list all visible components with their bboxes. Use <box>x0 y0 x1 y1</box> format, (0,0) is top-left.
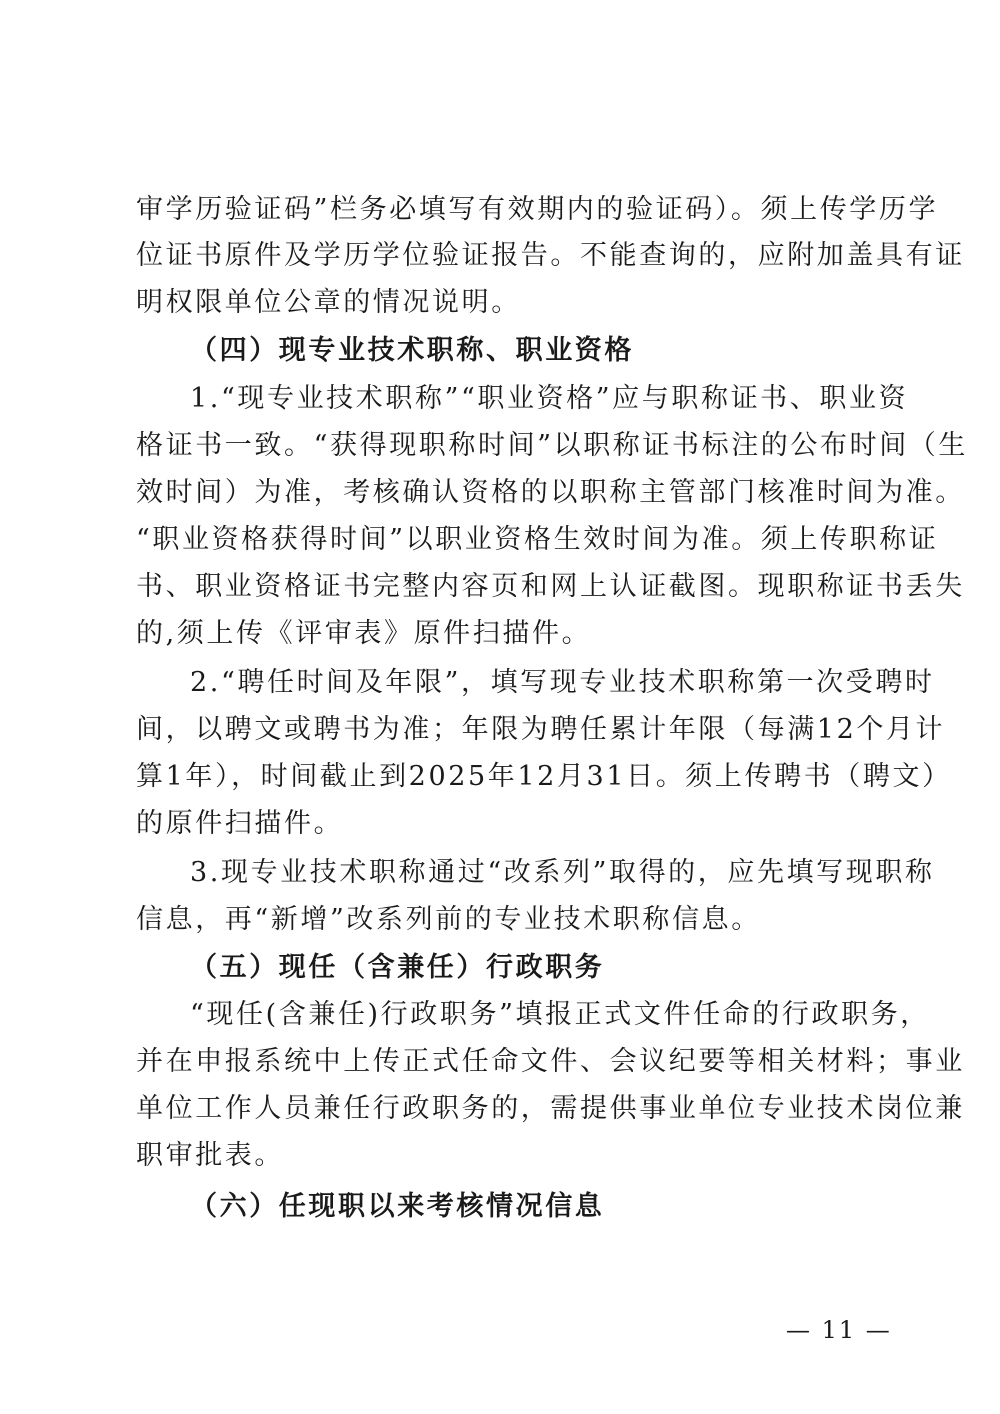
section-heading-4: （四）现专业技术职称、职业资格 <box>190 335 634 366</box>
page-number: — 11 — <box>786 1316 892 1344</box>
body-text-line: 信息，再“新增”改系列前的专业技术职称信息。 <box>136 904 761 935</box>
body-text-line: 单位工作人员兼任行政职务的，需提供事业单位专业技术岗位兼 <box>136 1093 965 1124</box>
body-text-line: 算1年），时间截止到2025年12月31日。须上传聘书（聘文） <box>136 761 952 792</box>
body-text-line: 格证书一致。“获得现职称时间”以职称证书标注的公布时间（生 <box>136 430 969 461</box>
body-text-line: “现任(含兼任)行政职务”填报正式文件任命的行政职务， <box>190 999 930 1030</box>
body-text-line: 审学历验证码”栏务必填写有效期内的验证码）。须上传学历学 <box>136 194 939 225</box>
body-text-line: 的,须上传《评审表》原件扫描件。 <box>136 618 592 649</box>
body-text-line: “职业资格获得时间”以职业资格生效时间为准。须上传职称证 <box>136 524 939 555</box>
body-text-line: 1.“现专业技术职称”“职业资格”应与职称证书、职业资 <box>190 383 909 414</box>
body-text-line: 3.现专业技术职称通过“改系列”取得的，应先填写现职称 <box>190 857 935 888</box>
body-text-line: 效时间）为准，考核确认资格的以职称主管部门核准时间为准。 <box>136 477 965 508</box>
section-heading-5: （五）现任（含兼任）行政职务 <box>190 952 605 983</box>
body-text-line: 书、职业资格证书完整内容页和网上认证截图。现职称证书丢失 <box>136 571 965 602</box>
section-heading-6: （六）任现职以来考核情况信息 <box>190 1191 605 1222</box>
body-text-line: 2.“聘任时间及年限”，填写现专业技术职称第一次受聘时 <box>190 667 935 698</box>
body-text-line: 位证书原件及学历学位验证报告。不能查询的，应附加盖具有证 <box>136 240 965 271</box>
body-text-line: 的原件扫描件。 <box>136 808 344 839</box>
body-text-line: 明权限单位公章的情况说明。 <box>136 287 521 318</box>
body-text-line: 职审批表。 <box>136 1140 284 1171</box>
body-text-line: 间，以聘文或聘书为准；年限为聘任累计年限（每满12个月计 <box>136 714 946 745</box>
body-text-line: 并在申报系统中上传正式任命文件、会议纪要等相关材料；事业 <box>136 1046 965 1077</box>
